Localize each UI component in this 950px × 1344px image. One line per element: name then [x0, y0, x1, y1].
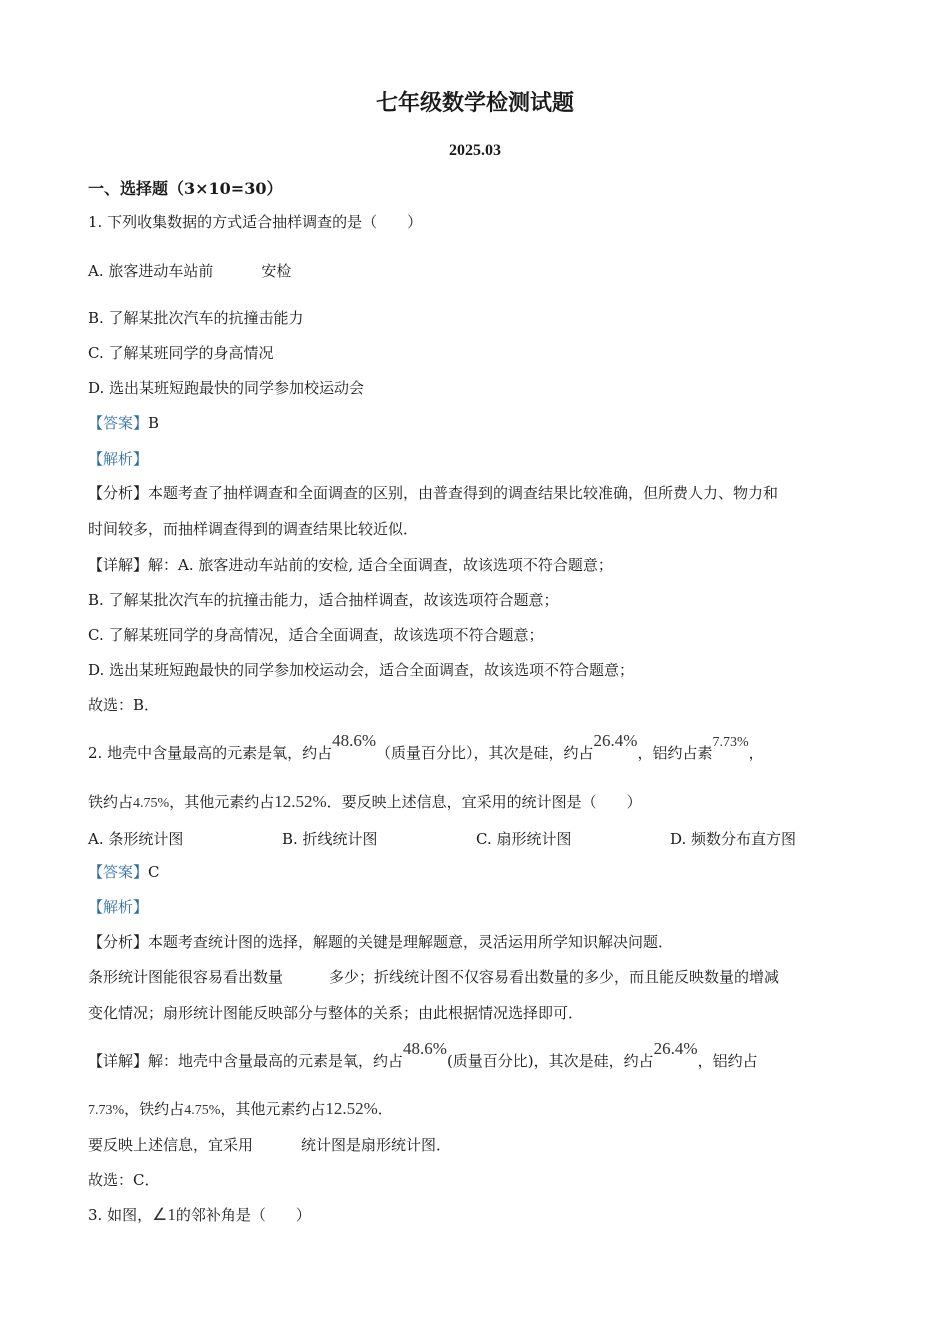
q2-value-oxygen: 48.6%: [332, 731, 377, 750]
q2-stem-text-3: ，铝约占素: [637, 744, 713, 762]
fenxi-tag: 【分析】: [88, 933, 149, 951]
q2-xj-text-5: ，其他元素约占: [220, 1100, 326, 1118]
q2-xj-text-6: ．: [377, 1100, 393, 1118]
q1-answer: [88, 413, 159, 433]
q2-option-b: B. 折线统计图: [282, 830, 378, 848]
q2-xiangjie-line3: [88, 1135, 451, 1155]
q3-stem-text-2: 的邻补角是（ ）: [175, 1206, 311, 1224]
q3-stem-text: 3. 如图，: [88, 1206, 153, 1224]
q1-xiangjie-text: 解：A. 旅客进动车站前的安检, 适合全面调查，故该选项不符合题意；: [148, 556, 613, 574]
q3-angle: ∠1: [152, 1205, 176, 1224]
q1-conclusion: 故选：B．: [88, 696, 160, 714]
q1-xiangjie-2: B. 了解某批次汽车的抗撞击能力，适合抽样调查，故该选项符合题意；: [88, 591, 559, 609]
q2-value-other: 12.52%: [274, 792, 327, 811]
q2-xj-line3b: 统计图是扇形统计图．: [301, 1136, 452, 1154]
q2-xj-value-aluminum: 7.73%: [88, 1103, 125, 1118]
q2-fenxi-text-2b: 多少；折线统计图不仅容易看出数量的多少，而且能反映数量的增减: [329, 968, 780, 986]
q1-fenxi-text: 本题考查了抽样调查和全面调查的区别，由普查得到的调查结果比较准确，但所费人力、物力和: [148, 484, 779, 502]
q2-stem-text-2: （质量百分比），其次是硅，约占: [376, 744, 594, 762]
q2-stem-line1: [88, 731, 764, 765]
xiangjie-tag: 【详解】: [88, 556, 149, 574]
q2-value-iron: 4.75%: [133, 796, 170, 811]
q2-conclusion: 故选：C．: [88, 1171, 160, 1189]
fenxi-tag: 【分析】: [88, 484, 149, 502]
q2-fenxi-text: 本题考查统计图的选择，解题的关键是理解题意，灵活运用所学知识解决问题．: [148, 933, 674, 951]
q1-option-d: D. 选出某班短跑最快的同学参加校运动会: [88, 379, 365, 397]
q2-stem-text-7: ．要反映上述信息，宜采用的统计图是（ ）: [326, 793, 642, 811]
q1-fenxi-2: 时间较多，而抽样调查得到的调查结果比较近似．: [88, 520, 419, 538]
q2-answer: [88, 862, 160, 882]
q1-xiangjie-3: C. 了解某班同学的身高情况，适合全面调查，故该选项不符合题意；: [88, 626, 544, 644]
q2-xj-text-3: ，铝约占: [697, 1052, 758, 1070]
q2-xj-value-iron: 4.75%: [184, 1103, 221, 1118]
page-title: 七年级数学检测试题: [375, 90, 574, 116]
q2-xiangjie-line2: [88, 1099, 393, 1121]
q1-option-b: B. 了解某批次汽车的抗撞击能力: [88, 309, 304, 327]
section-heading: 一、选择题（3×10=30）: [88, 179, 283, 198]
q2-xj-text-4: ，铁约占: [124, 1100, 185, 1118]
exam-date: 2025.03: [449, 142, 501, 159]
q1-option-a-text: A. 旅客进动车站前: [88, 262, 214, 280]
q2-value-silicon: 26.4%: [593, 731, 638, 750]
q2-xj-text-1: 解：地壳中含量最高的元素是氧，约占: [148, 1052, 404, 1070]
q2-answer-value: C: [148, 863, 160, 881]
q2-xj-line3a: 要反映上述信息，宜采用: [88, 1136, 254, 1154]
q1-stem: 1. 下列收集数据的方式适合抽样调查的是（ ）: [88, 213, 423, 231]
q2-stem-line2: [88, 792, 642, 814]
q1-fenxi-1: [88, 483, 778, 503]
q2-stem-text-4: ，: [748, 744, 764, 762]
q2-option-d: D. 频数分布直方图: [670, 830, 797, 848]
q1-analysis-tag: 【解析】: [88, 450, 149, 468]
q2-stem-text-5: 铁约占: [88, 793, 134, 811]
xiangjie-tag: 【详解】: [88, 1052, 149, 1070]
q2-fenxi-1: [88, 932, 673, 952]
q1-option-c: C. 了解某班同学的身高情况: [88, 344, 274, 362]
q1-option-a: [88, 261, 291, 281]
q1-answer-value: B: [148, 414, 160, 432]
q2-analysis-tag: 【解析】: [88, 898, 149, 916]
answer-tag: 【答案】: [88, 414, 149, 432]
q2-stem-text: 2. 地壳中含量最高的元素是氧，约占: [88, 744, 333, 762]
q1-xiangjie-4: D. 选出某班短跑最快的同学参加校运动会，适合全面调查，故该选项不符合题意；: [88, 661, 635, 679]
q2-value-aluminum: 7.73%: [712, 735, 749, 750]
q2-stem-text-6: ，其他元素约占: [169, 793, 275, 811]
q2-xiangjie-line1: [88, 1039, 758, 1071]
q2-fenxi-2: [88, 967, 779, 987]
q2-xj-text-2: (质量百分比)，其次是硅，约占: [446, 1052, 654, 1070]
answer-tag: 【答案】: [88, 863, 149, 881]
q2-xj-value-other: 12.52%: [325, 1099, 378, 1118]
q2-xj-value-silicon: 26.4%: [653, 1039, 698, 1058]
q2-fenxi-text-2a: 条形统计图能很容易看出数量: [88, 968, 284, 986]
q3-stem: [88, 1205, 311, 1225]
q2-fenxi-3: 变化情况；扇形统计图能反映部分与整体的关系；由此根据情况选择即可．: [88, 1004, 584, 1022]
q1-option-a-text-2: 安检: [261, 262, 292, 280]
q1-xiangjie-1: [88, 555, 613, 575]
q2-option-c: C. 扇形统计图: [476, 830, 572, 848]
q2-option-a: A. 条形统计图: [88, 830, 184, 848]
q2-xj-value-oxygen: 48.6%: [403, 1039, 447, 1058]
